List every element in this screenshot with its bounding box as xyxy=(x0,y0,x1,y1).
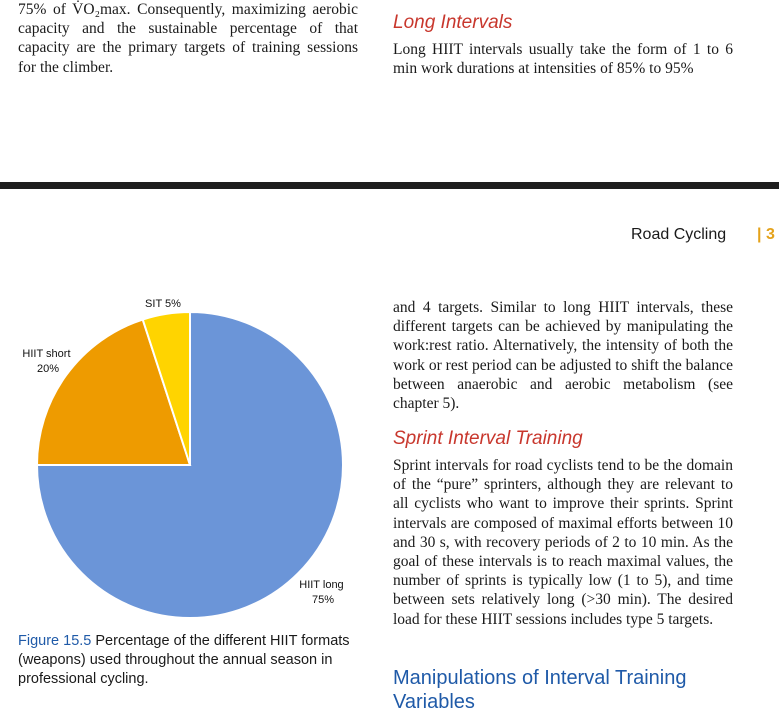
figure-caption xyxy=(18,632,363,689)
page-number xyxy=(757,226,775,244)
pie-chart xyxy=(0,290,380,630)
pie-label-hiit-short-name: HIIT short xyxy=(22,348,71,360)
pie-label-sit-value: 5% xyxy=(165,298,181,310)
sprint-interval-heading: Sprint Interval Training xyxy=(393,428,583,449)
pie-label-sit-name: SIT xyxy=(145,298,162,310)
page-number-value: 3 xyxy=(765,226,775,243)
pie-label-hiit-long-name: HIIT long xyxy=(299,579,344,591)
pie-label-sit xyxy=(145,298,181,310)
long-intervals-heading: Long Intervals xyxy=(393,12,513,33)
body-paragraph-1: and 4 targets. Similar to long HIIT intervals, these different targets can be achieved by manipulating the work:rest ratio. Alternatively, the intensity of both the work or rest period can be adjusted to shift the balance between anaerobic and aerobic metabolism (see chapter 5). xyxy=(393,299,733,413)
figure-label: Figure 15.5 xyxy=(18,633,92,649)
pie-label-hiit-long-value: 75% xyxy=(311,594,335,606)
page-divider xyxy=(0,182,779,189)
page-number-separator: | xyxy=(757,226,762,243)
manipulations-heading: Manipulations of Interval Training Variables xyxy=(393,667,687,713)
sprint-interval-paragraph: Sprint intervals for road cyclists tend to be the domain of the “pure” sprinters, although they are relevant to all cyclists who want to improve their sprints. Sprint intervals are composed of maximal efforts between 10 and 30 s, with recovery periods of 2 to 10 min. As the goal of these intervals is to reach maximal values, the number of sprints is typically low (1 to 5), and time between sets relatively long (>30 min). The desired load for these HIIT sessions includes type 5 targets. xyxy=(393,457,733,628)
long-intervals-paragraph: Long HIIT intervals usually take the form of 1 to 6 min work durations at intensities of 85% to 95% xyxy=(393,41,733,78)
pie-label-hiit-short xyxy=(22,348,73,375)
top-left-paragraph: 75% of V̇O₂max. Consequently, maximizing aerobic capacity and the sustainable percentage of that capacity are the primary targets of training sessions for the climber. xyxy=(18,1,358,76)
pie-label-hiit-long xyxy=(299,579,347,606)
running-head-title: Road Cycling xyxy=(631,226,727,243)
pie-label-hiit-short-value: 20% xyxy=(36,363,60,375)
figure-caption-text: Percentage of the different HIIT formats (weapons) used throughout the annual season in professional cycling. xyxy=(18,633,350,687)
